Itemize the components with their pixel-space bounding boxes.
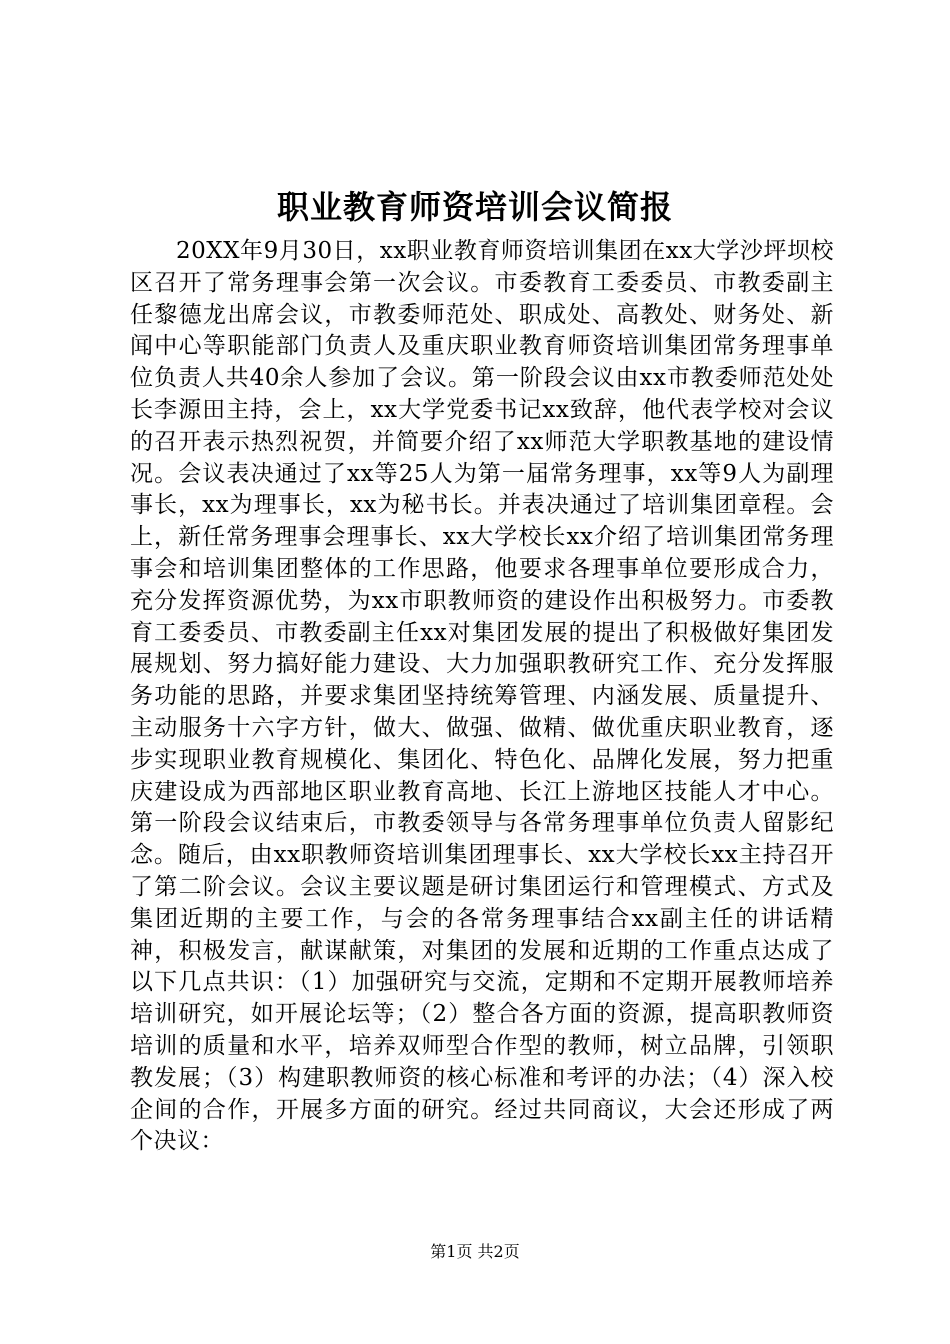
document-body-paragraph: 20XX年9月30日，xx职业教育师资培训集团在xx大学沙坪坝校区召开了常务理事会第一次会议。市委教育工委委员、市教委副主任黎德龙出席会议，市教委师范处、职成处、高教处、财务处、新闻中心等职能部门负责人及重庆职业教育师资培训集团常务理事单位负责人共40余人参加了会议。第一阶段会议由xx市教委师范处处长李源田主持，会上，xx大学党委书记xx致辞，他代表学校对会议的召开表示热烈祝贺，并简要介绍了xx师范大学职教基地的建设情况。会议表决通过了xx等25人为第一届常务理事，xx等9人为副理事长，xx为理事长，xx为秘书长。并表决通过了培训集团章程。会上，新任常务理事会理事长、xx大学校长xx介绍了培训集团常务理事会和培训集团整体的工作思路，他要求各理事单位要形成合力，充分发挥资源优势，为xx市职教师资的建设作出积极努力。市委教育工委委员、市教委副主任xx对集团发展的提出了积极做好集团发展规划、努力搞好能力建设、大力加强职教研究工作、充分发挥服务功能的思路，并要求集团坚持统筹管理、内涵发展、质量提升、主动服务十六字方针，做大、做强、做精、做优重庆职业教育，逐步实现职业教育规模化、集团化、特色化、品牌化发展，努力把重庆建设成为西部地区职业教育高地、长江上游地区技能人才中心。第一阶段会议结束后，市教委领导与各常务理事单位负责人留影纪念。随后，由xx职教师资培训集团理事长、xx大学校长xx主持召开了第二阶会议。会议主要议题是研讨集团运行和管理模式、方式及集团近期的主要工作，与会的各常务理事结合xx副主任的讲话精神，积极发言，献谋献策，对集团的发展和近期的工作重点达成了以下几点共识：（1）加强研究与交流，定期和不定期开展教师培养培训研究，如开展论坛等；（2）整合各方面的资源，提高职教师资培训的质量和水平，培养双师型合作型的教师，树立品牌，引领职教发展；（3）构建职教师资的核心标准和考评的办法；（4）深入校企间的合作，开展多方面的研究。经过共同商议，大会还形成了两个决议： <box>130 238 834 1155</box>
page-number-footer: 第1页 共2页 <box>430 1242 520 1261</box>
document-title: 职业教育师资培训会议简报 <box>276 188 673 226</box>
